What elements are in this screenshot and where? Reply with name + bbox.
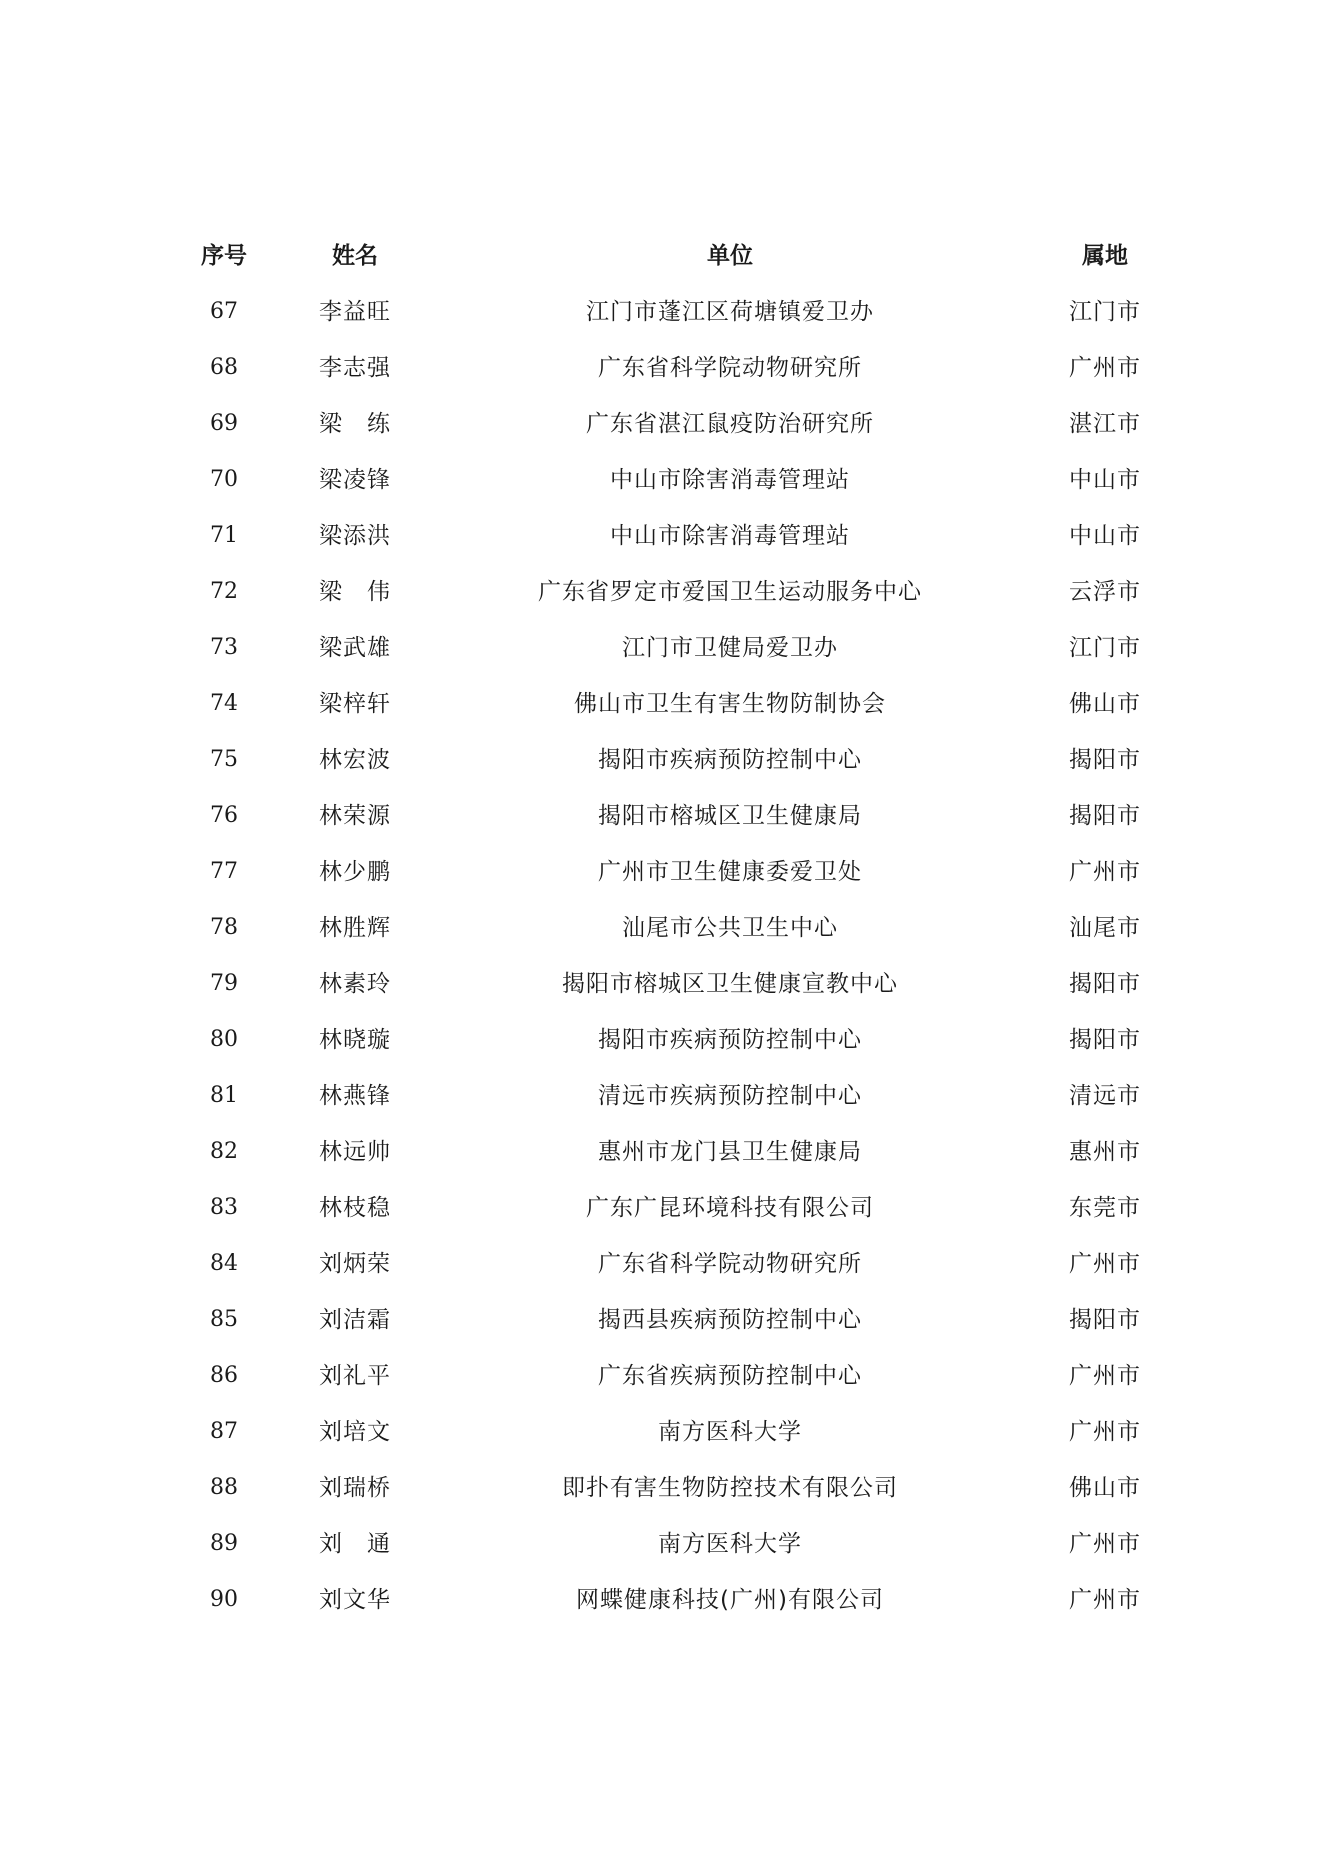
cell-seq: 82 (210, 1139, 238, 1164)
table-row (0, 452, 1323, 508)
table-row (0, 564, 1323, 620)
table-row (0, 956, 1323, 1012)
cell-area: 揭阳市 (1069, 971, 1141, 997)
table-row (0, 1460, 1323, 1516)
cell-name: 梁凌锋 (319, 467, 391, 493)
table-row (0, 788, 1323, 844)
table-row (0, 1292, 1323, 1348)
cell-seq: 86 (210, 1363, 238, 1388)
cell-seq: 79 (210, 971, 238, 996)
cell-area: 揭阳市 (1069, 1307, 1141, 1333)
cell-area: 汕尾市 (1069, 915, 1141, 941)
table-row (0, 844, 1323, 900)
cell-name: 刘礼平 (319, 1363, 391, 1389)
cell-area: 广州市 (1069, 1363, 1141, 1389)
cell-unit: 南方医科大学 (658, 1531, 802, 1557)
cell-name: 刘培文 (319, 1419, 391, 1445)
cell-seq: 68 (210, 355, 238, 380)
cell-name: 刘瑞桥 (319, 1475, 391, 1501)
cell-seq: 67 (210, 299, 238, 324)
table-row (0, 1012, 1323, 1068)
table-row (0, 676, 1323, 732)
header-area: 属地 (1082, 243, 1128, 269)
table-row (0, 900, 1323, 956)
cell-seq: 83 (210, 1195, 238, 1220)
table-row (0, 620, 1323, 676)
cell-seq: 81 (210, 1083, 238, 1108)
cell-unit: 广东广昆环境科技有限公司 (586, 1195, 874, 1221)
table-row (0, 1516, 1323, 1572)
cell-unit: 中山市除害消毒管理站 (610, 523, 850, 549)
cell-area: 揭阳市 (1069, 803, 1141, 829)
cell-unit: 广东省疾病预防控制中心 (598, 1363, 862, 1389)
cell-unit: 揭阳市榕城区卫生健康宣教中心 (562, 971, 898, 997)
cell-name: 林胜辉 (319, 915, 391, 941)
cell-unit: 江门市卫健局爱卫办 (622, 635, 838, 661)
table-row (0, 1068, 1323, 1124)
table-row (0, 396, 1323, 452)
cell-unit: 广东省罗定市爱国卫生运动服务中心 (538, 579, 922, 605)
table-row (0, 508, 1323, 564)
cell-area: 广州市 (1069, 1531, 1141, 1557)
cell-seq: 69 (210, 411, 238, 436)
cell-area: 湛江市 (1069, 411, 1141, 437)
cell-unit: 佛山市卫生有害生物防制协会 (574, 691, 886, 717)
cell-unit: 揭阳市疾病预防控制中心 (598, 747, 862, 773)
cell-unit: 即扑有害生物防控技术有限公司 (562, 1475, 898, 1501)
cell-area: 云浮市 (1069, 579, 1141, 605)
cell-seq: 89 (210, 1531, 238, 1556)
cell-unit: 南方医科大学 (658, 1419, 802, 1445)
table-row (0, 1124, 1323, 1180)
header-unit: 单位 (707, 243, 753, 269)
table-row (0, 340, 1323, 396)
cell-name: 林远帅 (319, 1139, 391, 1165)
cell-area: 广州市 (1069, 859, 1141, 885)
cell-area: 江门市 (1069, 299, 1141, 325)
cell-area: 揭阳市 (1069, 747, 1141, 773)
cell-seq: 90 (210, 1587, 238, 1612)
cell-name: 刘文华 (319, 1587, 391, 1613)
cell-name: 梁武雄 (319, 635, 391, 661)
cell-unit: 广东省湛江鼠疫防治研究所 (586, 411, 874, 437)
table-header-row (0, 228, 1323, 284)
cell-seq: 85 (210, 1307, 238, 1332)
cell-name: 梁梓轩 (319, 691, 391, 717)
table-row (0, 1348, 1323, 1404)
cell-seq: 77 (210, 859, 238, 884)
cell-seq: 75 (210, 747, 238, 772)
cell-area: 广州市 (1069, 355, 1141, 381)
cell-area: 中山市 (1069, 467, 1141, 493)
cell-unit: 揭西县疾病预防控制中心 (598, 1307, 862, 1333)
cell-seq: 76 (210, 803, 238, 828)
cell-area: 惠州市 (1069, 1139, 1141, 1165)
cell-unit: 揭阳市疾病预防控制中心 (598, 1027, 862, 1053)
cell-name: 林燕锋 (319, 1083, 391, 1109)
cell-unit: 汕尾市公共卫生中心 (622, 915, 838, 941)
cell-name: 李志强 (319, 355, 391, 381)
cell-area: 广州市 (1069, 1587, 1141, 1613)
cell-name: 刘洁霜 (319, 1307, 391, 1333)
cell-area: 东莞市 (1069, 1195, 1141, 1221)
cell-unit: 网蝶健康科技(广州)有限公司 (576, 1587, 884, 1613)
cell-unit: 清远市疾病预防控制中心 (598, 1083, 862, 1109)
cell-seq: 73 (210, 635, 238, 660)
cell-name: 林晓璇 (319, 1027, 391, 1053)
roster-table (0, 228, 1323, 1628)
cell-name: 梁 伟 (319, 579, 391, 605)
cell-area: 揭阳市 (1069, 1027, 1141, 1053)
cell-area: 佛山市 (1069, 691, 1141, 717)
cell-name: 梁 练 (319, 411, 391, 437)
cell-area: 清远市 (1069, 1083, 1141, 1109)
cell-area: 佛山市 (1069, 1475, 1141, 1501)
header-seq: 序号 (201, 243, 247, 269)
cell-area: 广州市 (1069, 1419, 1141, 1445)
cell-name: 刘炳荣 (319, 1251, 391, 1277)
cell-unit: 惠州市龙门县卫生健康局 (598, 1139, 862, 1165)
cell-seq: 72 (210, 579, 238, 604)
cell-name: 李益旺 (319, 299, 391, 325)
table-row (0, 1180, 1323, 1236)
cell-name: 林宏波 (319, 747, 391, 773)
cell-seq: 71 (210, 523, 238, 548)
table-row (0, 732, 1323, 788)
cell-seq: 70 (210, 467, 238, 492)
cell-seq: 84 (210, 1251, 238, 1276)
cell-unit: 广东省科学院动物研究所 (598, 1251, 862, 1277)
cell-unit: 江门市蓬江区荷塘镇爱卫办 (586, 299, 874, 325)
cell-seq: 80 (210, 1027, 238, 1052)
cell-unit: 揭阳市榕城区卫生健康局 (598, 803, 862, 829)
header-name: 姓名 (332, 243, 378, 269)
cell-unit: 广东省科学院动物研究所 (598, 355, 862, 381)
cell-area: 中山市 (1069, 523, 1141, 549)
cell-name: 林素玲 (319, 971, 391, 997)
table-row (0, 1236, 1323, 1292)
cell-name: 林荣源 (319, 803, 391, 829)
cell-unit: 中山市除害消毒管理站 (610, 467, 850, 493)
table-row (0, 1572, 1323, 1628)
table-row (0, 1404, 1323, 1460)
table-row (0, 284, 1323, 340)
cell-seq: 78 (210, 915, 238, 940)
cell-name: 林少鹏 (319, 859, 391, 885)
cell-seq: 88 (210, 1475, 238, 1500)
cell-name: 梁添洪 (319, 523, 391, 549)
cell-unit: 广州市卫生健康委爱卫处 (598, 859, 862, 885)
cell-seq: 87 (210, 1419, 238, 1444)
cell-name: 刘 通 (319, 1531, 391, 1557)
cell-area: 广州市 (1069, 1251, 1141, 1277)
cell-name: 林枝稳 (319, 1195, 391, 1221)
cell-seq: 74 (210, 691, 238, 716)
cell-area: 江门市 (1069, 635, 1141, 661)
